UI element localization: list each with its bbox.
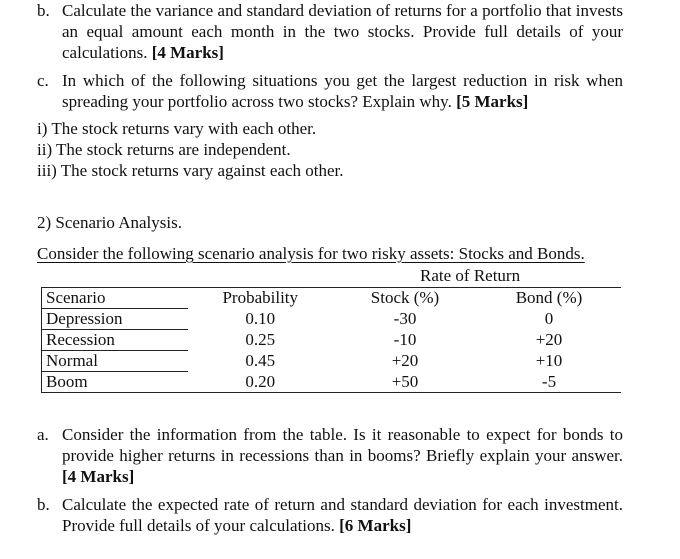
- probability-cell: 0.25: [245, 330, 276, 349]
- scenario-table: [41, 287, 621, 393]
- question-text: In which of the following situations you get the largest reduction in risk when spreading your portfolio across two stocks? Explain why. [5 Marks]: [62, 71, 623, 111]
- probability-cell: 0.20: [188, 372, 333, 393]
- bond-cell: -5: [477, 372, 621, 393]
- question-marker: b.: [37, 1, 50, 20]
- probability-cell: 0.10: [245, 309, 276, 328]
- table-row: [42, 351, 622, 372]
- section-heading: 2) Scenario Analysis.: [37, 213, 182, 232]
- marks-label: [4 Marks]: [62, 467, 135, 486]
- table-row: [42, 309, 622, 330]
- bond-cell: +20: [535, 330, 563, 349]
- question-text: Calculate the variance and standard deviation of returns for a portfolio that invests an equal amount each month in the two stocks. Provide full details of your calculations. [4 Marks]: [62, 1, 623, 62]
- option-iii: iii) The stock returns vary against each other.: [37, 161, 344, 180]
- probability-cell: 0.45: [245, 351, 276, 370]
- scenario-cell: Depression: [42, 309, 188, 330]
- column-header-probability: Probability: [188, 288, 333, 309]
- marks-label: [5 Marks]: [456, 92, 529, 111]
- marks-label: [4 Marks]: [151, 43, 224, 62]
- scenario-cell: Recession: [42, 330, 188, 351]
- table-row: [42, 330, 622, 351]
- option-ii: ii) The stock returns are independent.: [37, 140, 291, 159]
- question-a-part2: [37, 424, 623, 487]
- section-intro: Consider the following scenario analysis for two risky assets: Stocks and Bonds.: [37, 244, 585, 263]
- column-header-scenario: Scenario: [42, 288, 188, 309]
- stock-cell: -30: [393, 309, 417, 328]
- column-header-bond: Bond (%): [477, 288, 621, 309]
- scenario-cell: Boom: [42, 372, 188, 393]
- table-header-row: [42, 288, 622, 309]
- question-b-part2: [37, 494, 623, 536]
- question-b-part1: [37, 0, 623, 63]
- table-row: [42, 372, 622, 393]
- column-header-stock: Stock (%): [333, 288, 477, 309]
- marks-label: [6 Marks]: [339, 516, 412, 535]
- option-i: i) The stock returns vary with each other.: [37, 119, 317, 138]
- question-marker: b.: [37, 495, 50, 514]
- rate-of-return-header: Rate of Return: [420, 266, 521, 285]
- stock-cell: +20: [391, 351, 419, 370]
- stock-cell: +50: [333, 372, 477, 393]
- scenario-cell: Normal: [42, 351, 188, 372]
- bond-cell: +10: [535, 351, 563, 370]
- question-c-part1: [37, 70, 623, 112]
- question-marker: c.: [37, 71, 49, 90]
- bond-cell: 0: [544, 309, 554, 328]
- question-marker: a.: [37, 425, 49, 444]
- stock-cell: -10: [393, 330, 417, 349]
- question-text: Calculate the expected rate of return and standard deviation for each investment. Provide full details of your calculations. [6 Marks]: [62, 495, 623, 535]
- question-text: Consider the information from the table. Is it reasonable to expect for bonds to provide higher returns in recessions than in booms? Briefly explain your answer. [4 Marks]: [62, 425, 623, 486]
